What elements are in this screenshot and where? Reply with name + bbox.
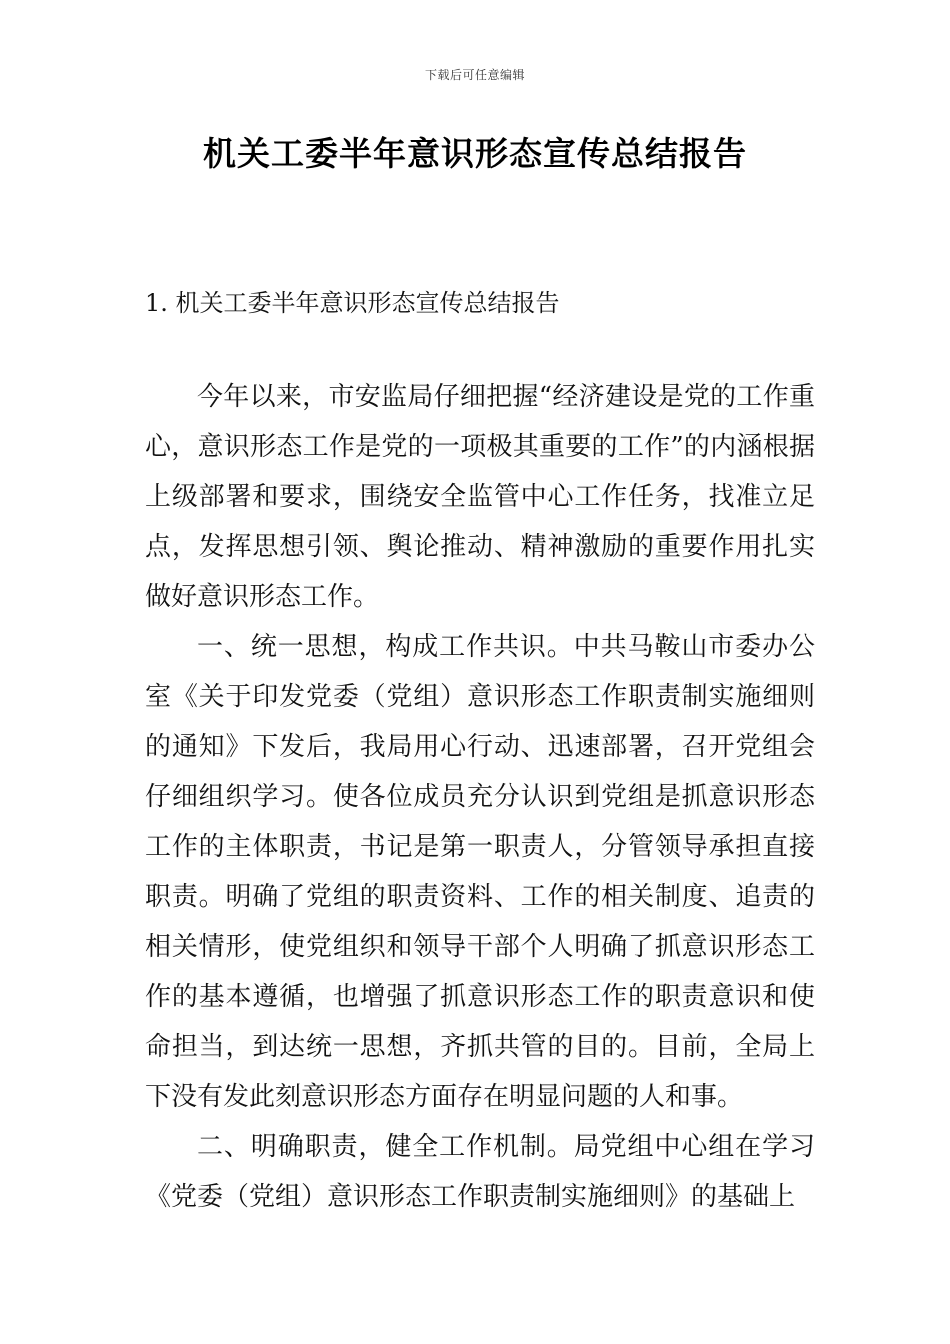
paragraph-intro: 今年以来，市安监局仔细把握“经济建设是党的工作重心，意识形态工作是党的一项极其重要的工作”的内涵根据上级部署和要求，围绕安全监管中心工作任务，找准立足点，发挥思想引领、舆论推动、精神激励的重要作用扎实做好意识形态工作。	[145, 382, 815, 612]
document-title: 机关工委半年意识形态宣传总结报告	[203, 134, 747, 173]
paragraph-section-two: 二、明确职责，健全工作机制。局党组中心组在学习《党委（党组）意识形态工作职责制实施细则》的基础上	[145, 1132, 815, 1212]
section-heading: 1. 机关工委半年意识形态宣传总结报告	[145, 289, 560, 317]
body-text	[145, 372, 815, 1222]
paragraph-section-one: 一、统一思想，构成工作共识。中共马鞍山市委办公室《关于印发党委（党组）意识形态工作职责制实施细则的通知》下发后，我局用心行动、迅速部署，召开党组会仔细组织学习。使各位成员充分认识到党组是抓意识形态工作的主体职责，书记是第一职责人，分管领导承担直接职责。明确了党组的职责资料、工作的相关制度、追责的相关情形，使党组织和领导干部个人明确了抓意识形态工作的基本遵循，也增强了抓意识形态工作的职责意识和使命担当，到达统一思想，齐抓共管的目的。目前，全局上下没有发此刻意识形态方面存在明显问题的人和事。	[145, 632, 815, 1112]
header-note: 下载后可任意编辑	[424, 68, 525, 82]
